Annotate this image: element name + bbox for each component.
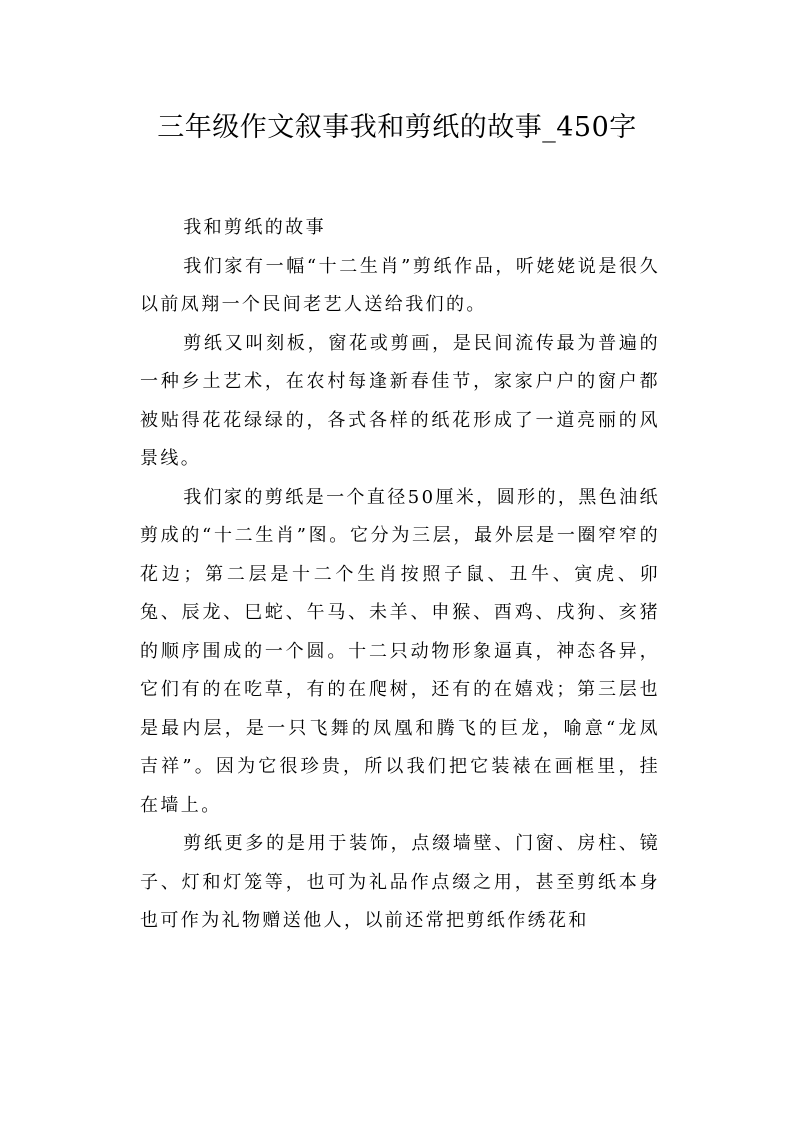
essay-heading: 我和剪纸的故事 bbox=[183, 217, 326, 238]
paragraph: 我们家的剪纸是一个直径50厘米，圆形的，黑色油纸剪成的“十二生肖”图。它分为三层，最外层是一圈窄窄的花边；第二层是十二个生肖按照子鼠、丑牛、寅虎、卯兔、辰龙、巳蛇、午马、未羊、申猴、酉鸡、戌狗、亥猪的顺序围成的一个圆。十二只动物形象逼真，神态各异，它们有的在吃草，有的在爬树，还有的在嬉戏；第三层也是最内层，是一只飞舞的凤凰和腾飞的巨龙，喻意“龙凤吉祥”。因为它很珍贵，所以我们把它装裱在画框里，挂在墙上。 bbox=[140, 486, 660, 816]
paragraph: 剪纸又叫刻板，窗花或剪画，是民间流传最为普遍的一种乡土艺术，在农村每逢新春佳节，家家户户的窗户都被贴得花花绿绿的，各式各样的纸花形成了一道亮丽的风景线。 bbox=[140, 332, 660, 469]
document-title: 三年级作文叙事我和剪纸的故事_450字 bbox=[157, 112, 637, 143]
paragraph: 我们家有一幅“十二生肖”剪纸作品，听姥姥说是很久以前凤翔一个民间老艺人送给我们的。 bbox=[140, 255, 660, 315]
document-body bbox=[140, 209, 660, 941]
paragraph: 剪纸更多的是用于装饰，点缀墙壁、门窗、房柱、镜子、灯和灯笼等，也可为礼品作点缀之用，甚至剪纸本身也可作为礼物赠送他人，以前还常把剪纸作绣花和 bbox=[140, 833, 660, 931]
